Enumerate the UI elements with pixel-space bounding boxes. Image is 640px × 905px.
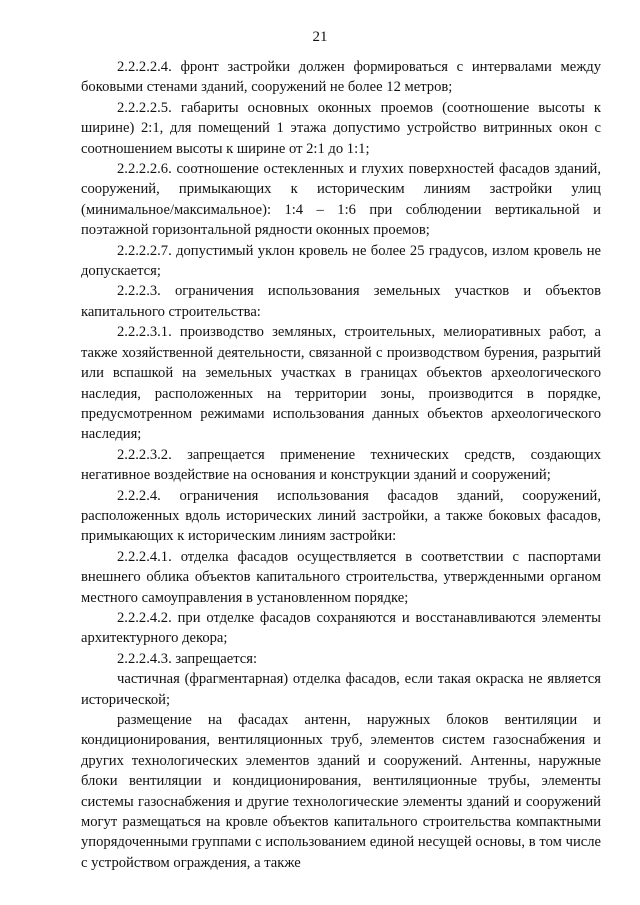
paragraph-2-2-2-4: 2.2.2.4. ограничения использования фасадов зданий, сооружений, расположенных вдоль исторических линий застройки, а также боковых фасадов, примыкающих к историческим линиям застройки: bbox=[81, 487, 601, 545]
paragraph-2-2-2-4-2: 2.2.2.4.2. при отделке фасадов сохраняются и восстанавливаются элементы архитектурного декора; bbox=[81, 609, 601, 647]
paragraph-2-2-2-4-1: 2.2.2.4.1. отделка фасадов осуществляется в соответствии с паспортами внешнего облика объектов капитального строительства, утвержденными органом местного самоуправления в установленном порядке; bbox=[81, 548, 601, 606]
paragraph-2-2-2-2-6: 2.2.2.2.6. соотношение остекленных и глухих поверхностей фасадов зданий, сооружений, примыкающих к историческим линиям застройки улиц (минимальное/максимальное): 1:4 – 1:6 при соблюдении вертикальной и поэтажной горизонтальной рядности оконных проемов; bbox=[81, 161, 601, 239]
paragraph-2-2-2-3: 2.2.2.3. ограничения использования земельных участков и объектов капитального строительства: bbox=[81, 283, 601, 320]
paragraph-2-2-2-3-1: 2.2.2.3.1. производство земляных, строительных, мелиоративных работ, а также хозяйственной деятельности, связанной с производством бурения, разрытий или вспашкой на земельных участках в границах объектов археологического наследия, расположенных на территории зоны, производится в порядке, предусмотренном режимами использования данных объектов археологического наследия; bbox=[81, 324, 601, 443]
page-number: 21 bbox=[312, 29, 328, 45]
paragraph-prohibition-equipment: размещение на фасадах антенн, наружных блоков вентиляции и кондиционирования, вентиляционных труб, элементов систем газоснабжения и других технологических элементов зданий и сооружений. Антенны, наружные блоки вентиляции и кондиционирования, вентиляционные трубы, элементы системы газоснабжения и другие технологические элементы зданий и сооружений могут размещаться на кровле объектов капитального строительства компактными упорядоченными группами с использованием единой несущей основы, в том числе с устройством ограждения, а также bbox=[81, 712, 601, 871]
document-body bbox=[81, 57, 601, 873]
paragraph-2-2-2-2-5: 2.2.2.2.5. габариты основных оконных проемов (соотношение высоты к ширине) 2:1, для помещений 1 этажа допустимо устройство витринных окон с соотношением высоты к ширине от 2:1 до 1:1; bbox=[81, 99, 601, 157]
paragraph-prohibition-partial-finish: частичная (фрагментарная) отделка фасадов, если такая окраска не является исторической; bbox=[81, 671, 601, 708]
paragraph-2-2-2-2-7: 2.2.2.2.7. допустимый уклон кровель не более 25 градусов, излом кровель не допускается; bbox=[81, 242, 601, 280]
paragraph-2-2-2-4-3: 2.2.2.4.3. запрещается: bbox=[117, 650, 258, 667]
paragraph-2-2-2-2-4: 2.2.2.2.4. фронт застройки должен формироваться с интервалами между боковыми стенами зданий, сооружений не более 12 метров; bbox=[81, 59, 601, 96]
paragraph-2-2-2-3-2: 2.2.2.3.2. запрещается применение технических средств, создающих негативное воздействие на основания и конструкции зданий и сооружений; bbox=[81, 446, 601, 484]
